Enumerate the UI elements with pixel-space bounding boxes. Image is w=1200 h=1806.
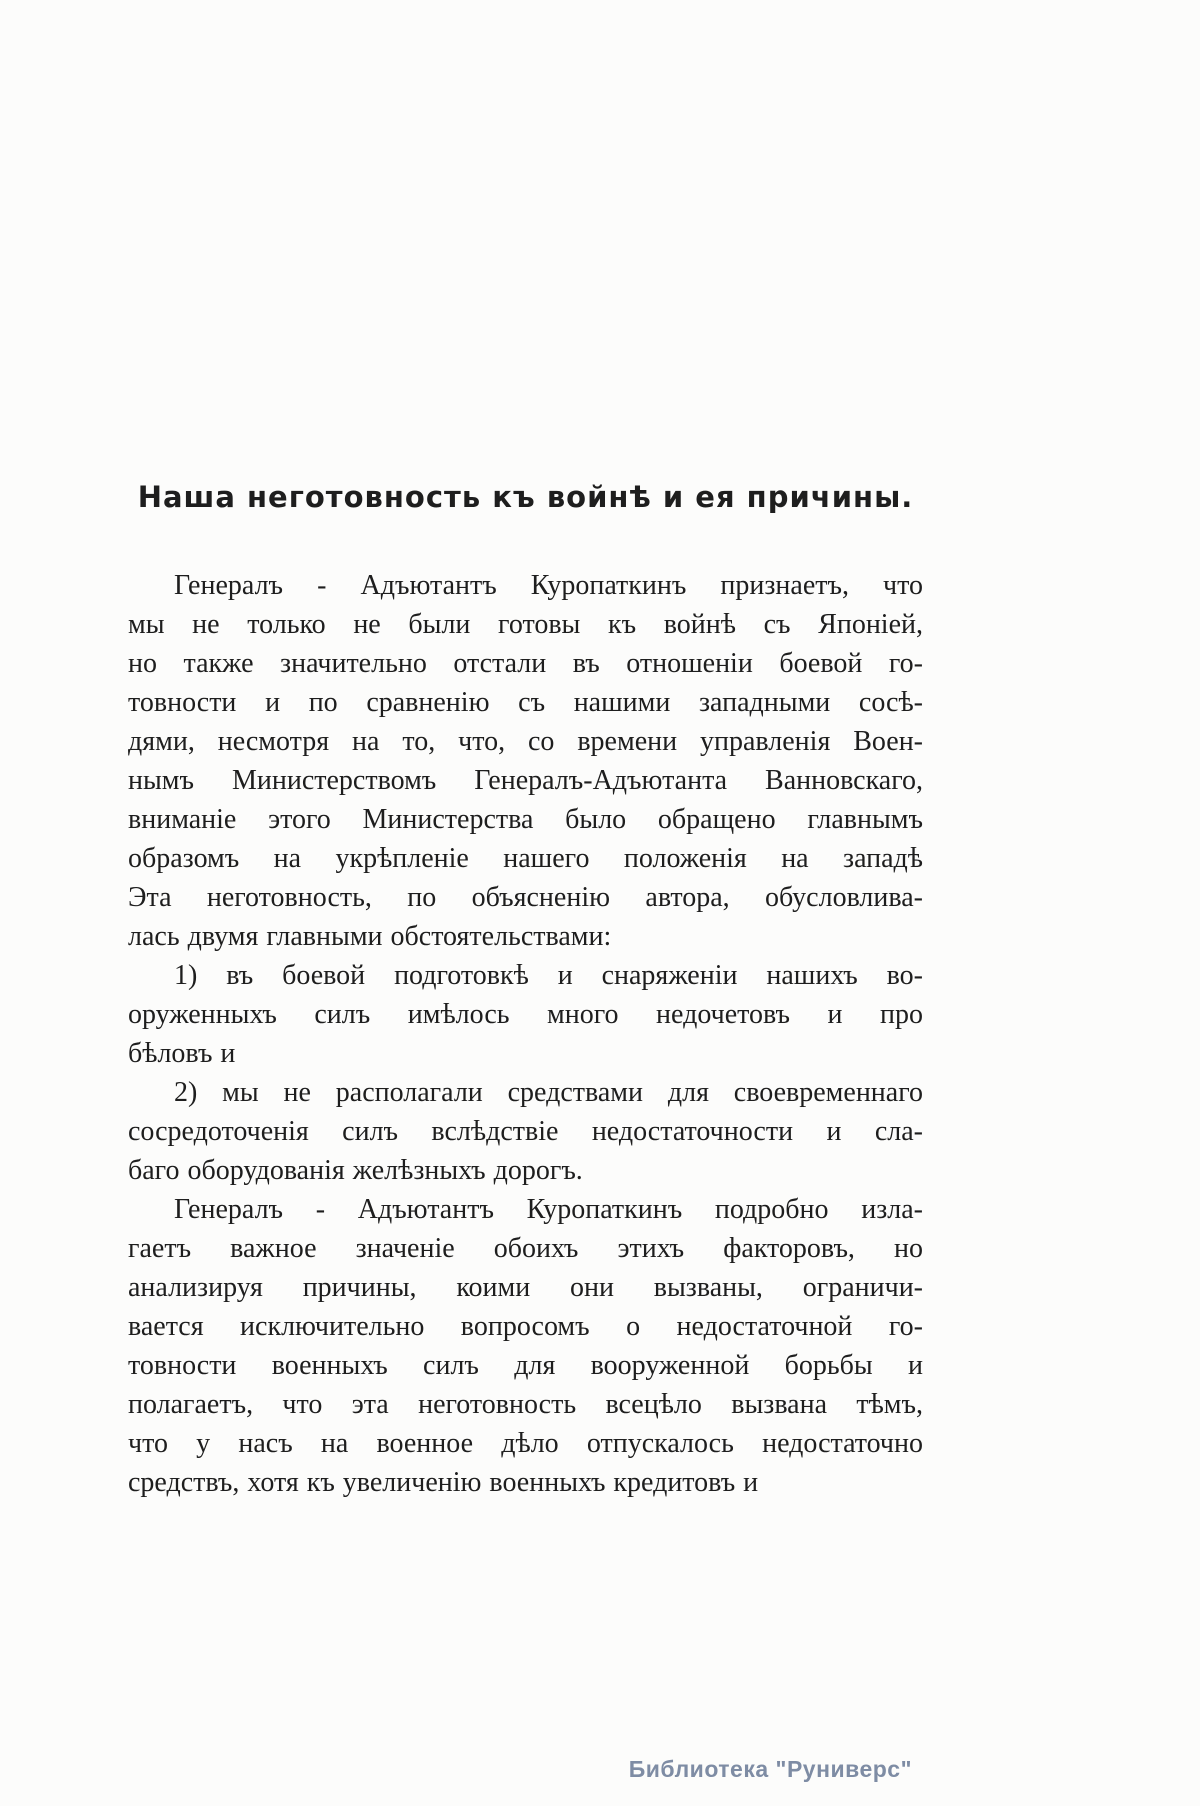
text-line: Генералъ - Адъютантъ Куропаткинъ подробно изла- <box>174 1194 923 1225</box>
text-line: оруженныхъ силъ имѣлось много недочетовъ и про <box>128 999 923 1030</box>
text-line: Эта неготовность, по объясненію автора, обусловлива- <box>128 882 923 913</box>
text-line: бѣловъ и <box>128 1038 236 1069</box>
text-block <box>128 566 923 1502</box>
text-line: нымъ Министерствомъ Генералъ-Адъютанта Ванновскаго, <box>128 765 923 796</box>
paragraph <box>128 566 923 956</box>
text-line: Генералъ - Адъютантъ Куропаткинъ признаетъ, что <box>174 570 923 601</box>
paragraph <box>128 1190 923 1502</box>
page-title: Наша неготовность къ войнѣ и ея причины. <box>137 480 914 514</box>
text-line: сосредоточенія силъ вслѣдствіе недостаточности и сла- <box>128 1116 923 1147</box>
text-line: товности и по сравненію съ нашими западными сосѣ- <box>128 687 923 718</box>
text-line: 2) мы не располагали средствами для своевременнаго <box>174 1077 923 1108</box>
text-line: товности военныхъ силъ для вооруженной борьбы и <box>128 1350 923 1381</box>
text-line: полагаетъ, что эта неготовность всецѣло вызвана тѣмъ, <box>128 1389 923 1420</box>
text-line: но также значительно отстали въ отношеніи боевой го- <box>128 648 923 679</box>
text-line: анализируя причины, коими они вызваны, ограничи- <box>128 1272 923 1303</box>
library-watermark: Библиотека "Руниверс" <box>628 1756 912 1782</box>
text-line: вниманіе этого Министерства было обращено главнымъ <box>128 804 923 835</box>
text-line: вается исключительно вопросомъ о недостаточной го- <box>128 1311 923 1342</box>
text-line: баго оборудованія желѣзныхъ дорогъ. <box>128 1155 583 1186</box>
text-line: дями, несмотря на то, что, со времени управленія Воен- <box>128 726 923 757</box>
text-line: гаетъ важное значеніе обоихъ этихъ факторовъ, но <box>128 1233 923 1264</box>
text-line: средствъ, хотя къ увеличенію военныхъ кредитовъ и <box>128 1467 759 1498</box>
text-line: 1) въ боевой подготовкѣ и снаряженіи нашихъ во- <box>174 960 923 991</box>
text-line: мы не только не были готовы къ войнѣ съ Японіей, <box>128 609 923 640</box>
paragraph <box>128 1073 923 1190</box>
text-line: что у насъ на военное дѣло отпускалось недостаточно <box>128 1428 923 1459</box>
paragraph <box>128 956 923 1073</box>
text-line: лась двумя главными обстоятельствами: <box>128 921 612 952</box>
text-line: образомъ на укрѣпленіе нашего положенія на западѣ <box>128 843 923 874</box>
